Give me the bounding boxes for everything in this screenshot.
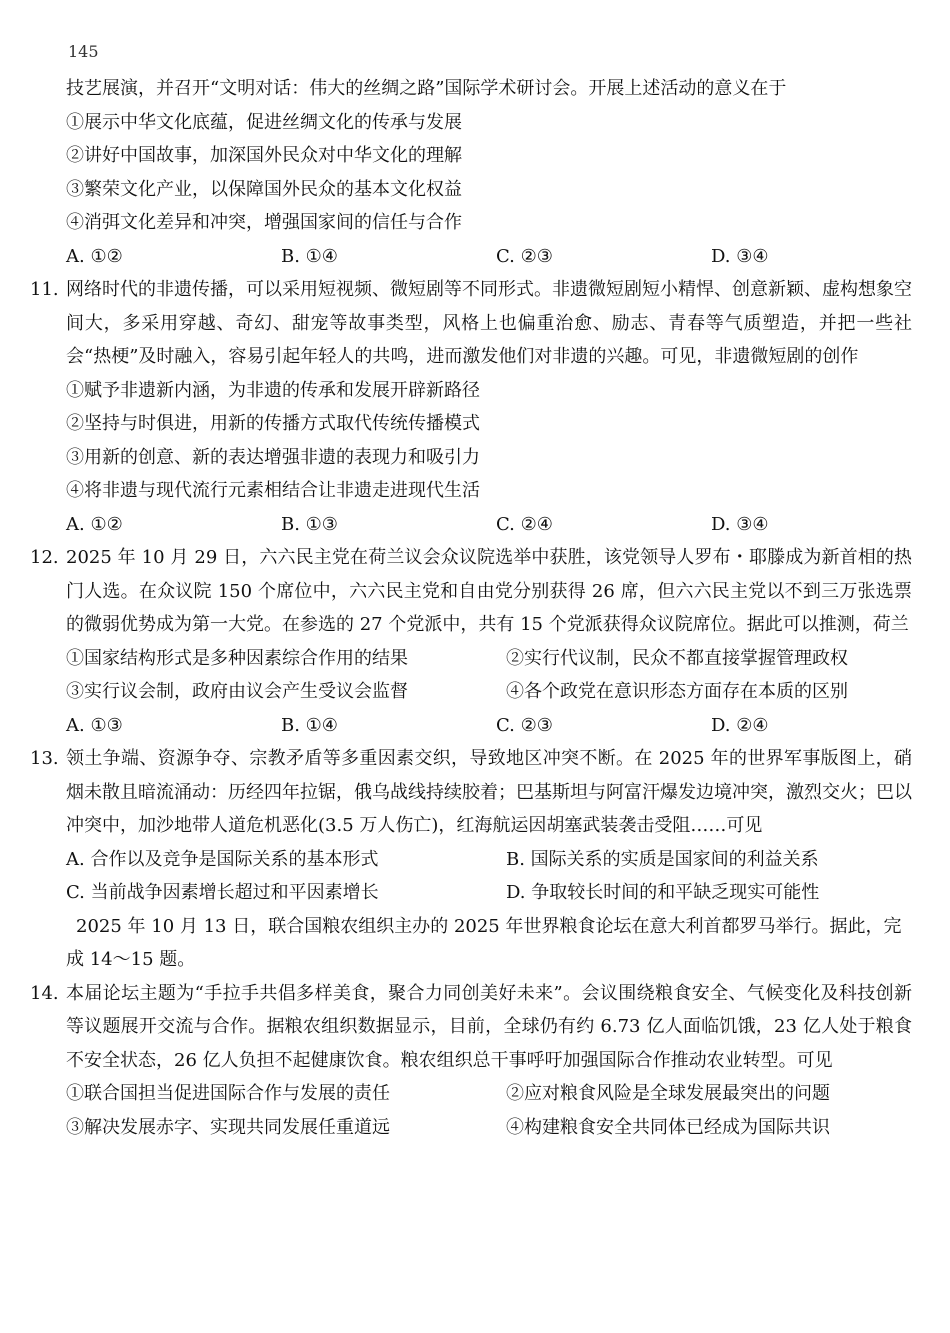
question-stem: 本届论坛主题为“手拉手共倡多样美食，聚合力同创美好未来”。会议围绕粮食安全、气候变化及科技创新等议题展开交流与合作。据粮农组织数据显示，目前，全球仍有约 6.73 亿人面临饥饿，23 亿人处于粮食不安全状态，26 亿人负担不起健康饮食。粮农组织总干事呼吁加强国际合作推动农业转型。可见 xyxy=(66,982,912,1071)
choice-item: ②应对粮食风险是全球发展最突出的问题 xyxy=(506,1083,830,1104)
option-c: C. 当前战争因素增长超过和平因素增长 xyxy=(66,882,379,903)
choice-item: ④各个政党在意识形态方面存在本质的区别 xyxy=(506,681,848,702)
answer-options-row xyxy=(0,876,950,910)
choice-item: ①联合国担当促进国际合作与发展的责任 xyxy=(66,1083,390,1104)
question-stem: 领土争端、资源争夺、宗教矛盾等多重因素交织，导致地区冲突不断。在 2025 年的世界军事版图上，硝烟未散且暗流涌动：历经四年拉锯，俄乌战线持续胶着；巴基斯坦与阿富汗爆发边境冲突，激烈交火；巴以冲突中，加沙地带人道危机恶化(3.5 万人伤亡)，红海航运因胡塞武装袭击受阻……可见 xyxy=(66,748,912,836)
question-12 xyxy=(0,541,950,742)
choice-row xyxy=(0,1111,950,1145)
option-c: C. ②④ xyxy=(496,513,553,535)
material-intro xyxy=(0,910,950,977)
choice-item: ③繁荣文化产业，以保障国外民众的基本文化权益 xyxy=(66,178,462,200)
choice-item: ①展示中华文化底蕴，促进丝绸文化的传承与发展 xyxy=(66,111,462,133)
option-c: C. ②③ xyxy=(496,714,553,736)
question-14 xyxy=(0,977,950,1145)
choice-item: ②实行代议制，民众不都直接掌握管理政权 xyxy=(506,647,848,669)
option-d: D. ③④ xyxy=(711,245,769,267)
choice-row xyxy=(0,675,950,709)
question-number: 14. xyxy=(30,982,59,1004)
answer-options-row xyxy=(0,843,950,877)
question-number: 11. xyxy=(30,279,59,300)
choice-item: ①赋予非遗新内涵，为非遗的传承和发展开辟新路径 xyxy=(66,379,480,401)
answer-options xyxy=(0,240,950,274)
option-b: B. 国际关系的实质是国家间的利益关系 xyxy=(506,848,819,870)
option-d: D. ②④ xyxy=(711,714,769,736)
choice-item: ③用新的创意、新的表达增强非遗的表现力和吸引力 xyxy=(66,446,480,468)
option-a: A. 合作以及竞争是国际关系的基本形式 xyxy=(66,848,379,870)
material-text: 2025 年 10 月 13 日，联合国粮农组织主办的 2025 年世界粮食论坛在意大利首都罗马举行。据此，完 xyxy=(76,915,902,937)
option-b: B. ①③ xyxy=(281,513,338,535)
question-number: 13. xyxy=(30,748,59,769)
choice-item: ③解决发展赤字、实现共同发展任重道远 xyxy=(66,1116,390,1138)
option-d: D. 争取较长时间的和平缺乏现实可能性 xyxy=(506,882,820,903)
choice-item: ③实行议会制，政府由议会产生受议会监督 xyxy=(66,681,408,702)
option-c: C. ②③ xyxy=(496,245,553,267)
choice-item: ②坚持与时俱进，用新的传播方式取代传统传播模式 xyxy=(66,413,480,434)
question-stem: 网络时代的非遗传播，可以采用短视频、微短剧等不同形式。非遗微短剧短小精悍、创意新颖、虚构想象空间大，多采用穿越、奇幻、甜宠等故事类型，风格上也偏重治愈、励志、青春等气质塑造，并把一些社会“热梗”及时融入，容易引起年轻人的共鸣，进而激发他们对非遗的兴趣。可见，非遗微短剧的创作 xyxy=(66,279,912,367)
choice-item: ④消弭文化差异和冲突，增强国家间的信任与合作 xyxy=(66,212,462,233)
question-10 xyxy=(0,72,950,273)
question-stem: 技艺展演，并召开“文明对话：伟大的丝绸之路”国际学术研讨会。开展上述活动的意义在于 xyxy=(66,78,787,99)
choice-item: ④构建粮食安全共同体已经成为国际共识 xyxy=(506,1116,830,1138)
choice-row xyxy=(0,1077,950,1111)
option-a: A. ①② xyxy=(66,513,123,535)
option-b: B. ①④ xyxy=(281,714,338,736)
answer-options xyxy=(0,508,950,542)
question-number: 12. xyxy=(30,547,59,568)
answer-options xyxy=(0,709,950,743)
page-number: 145 xyxy=(68,42,99,61)
question-13 xyxy=(0,742,950,910)
question-11 xyxy=(0,273,950,541)
option-a: A. ①② xyxy=(66,245,123,267)
choice-row xyxy=(0,642,950,676)
choice-item: ④将非遗与现代流行元素相结合让非遗走进现代生活 xyxy=(66,480,480,501)
choice-item: ②讲好中国故事，加深国外民众对中华文化的理解 xyxy=(66,145,462,166)
question-stem: 2025 年 10 月 29 日，六六民主党在荷兰议会众议院选举中获胜，该党领导人罗布・耶滕成为新首相的热门人选。在众议院 150 个席位中，六六民主党和自由党分别获得 26 席，但六六民主党以不到三万张选票的微弱优势成为第一大党。在参选的 27 个党派中，共有 15 个党派获得众议院席位。据此可以推测，荷兰 xyxy=(66,547,912,635)
option-a: A. ①③ xyxy=(66,714,123,736)
material-text: 成 14～15 题。 xyxy=(66,949,196,970)
choice-item: ①国家结构形式是多种因素综合作用的结果 xyxy=(66,647,408,669)
option-b: B. ①④ xyxy=(281,245,338,267)
option-d: D. ③④ xyxy=(711,513,769,535)
page-content xyxy=(0,72,950,1144)
